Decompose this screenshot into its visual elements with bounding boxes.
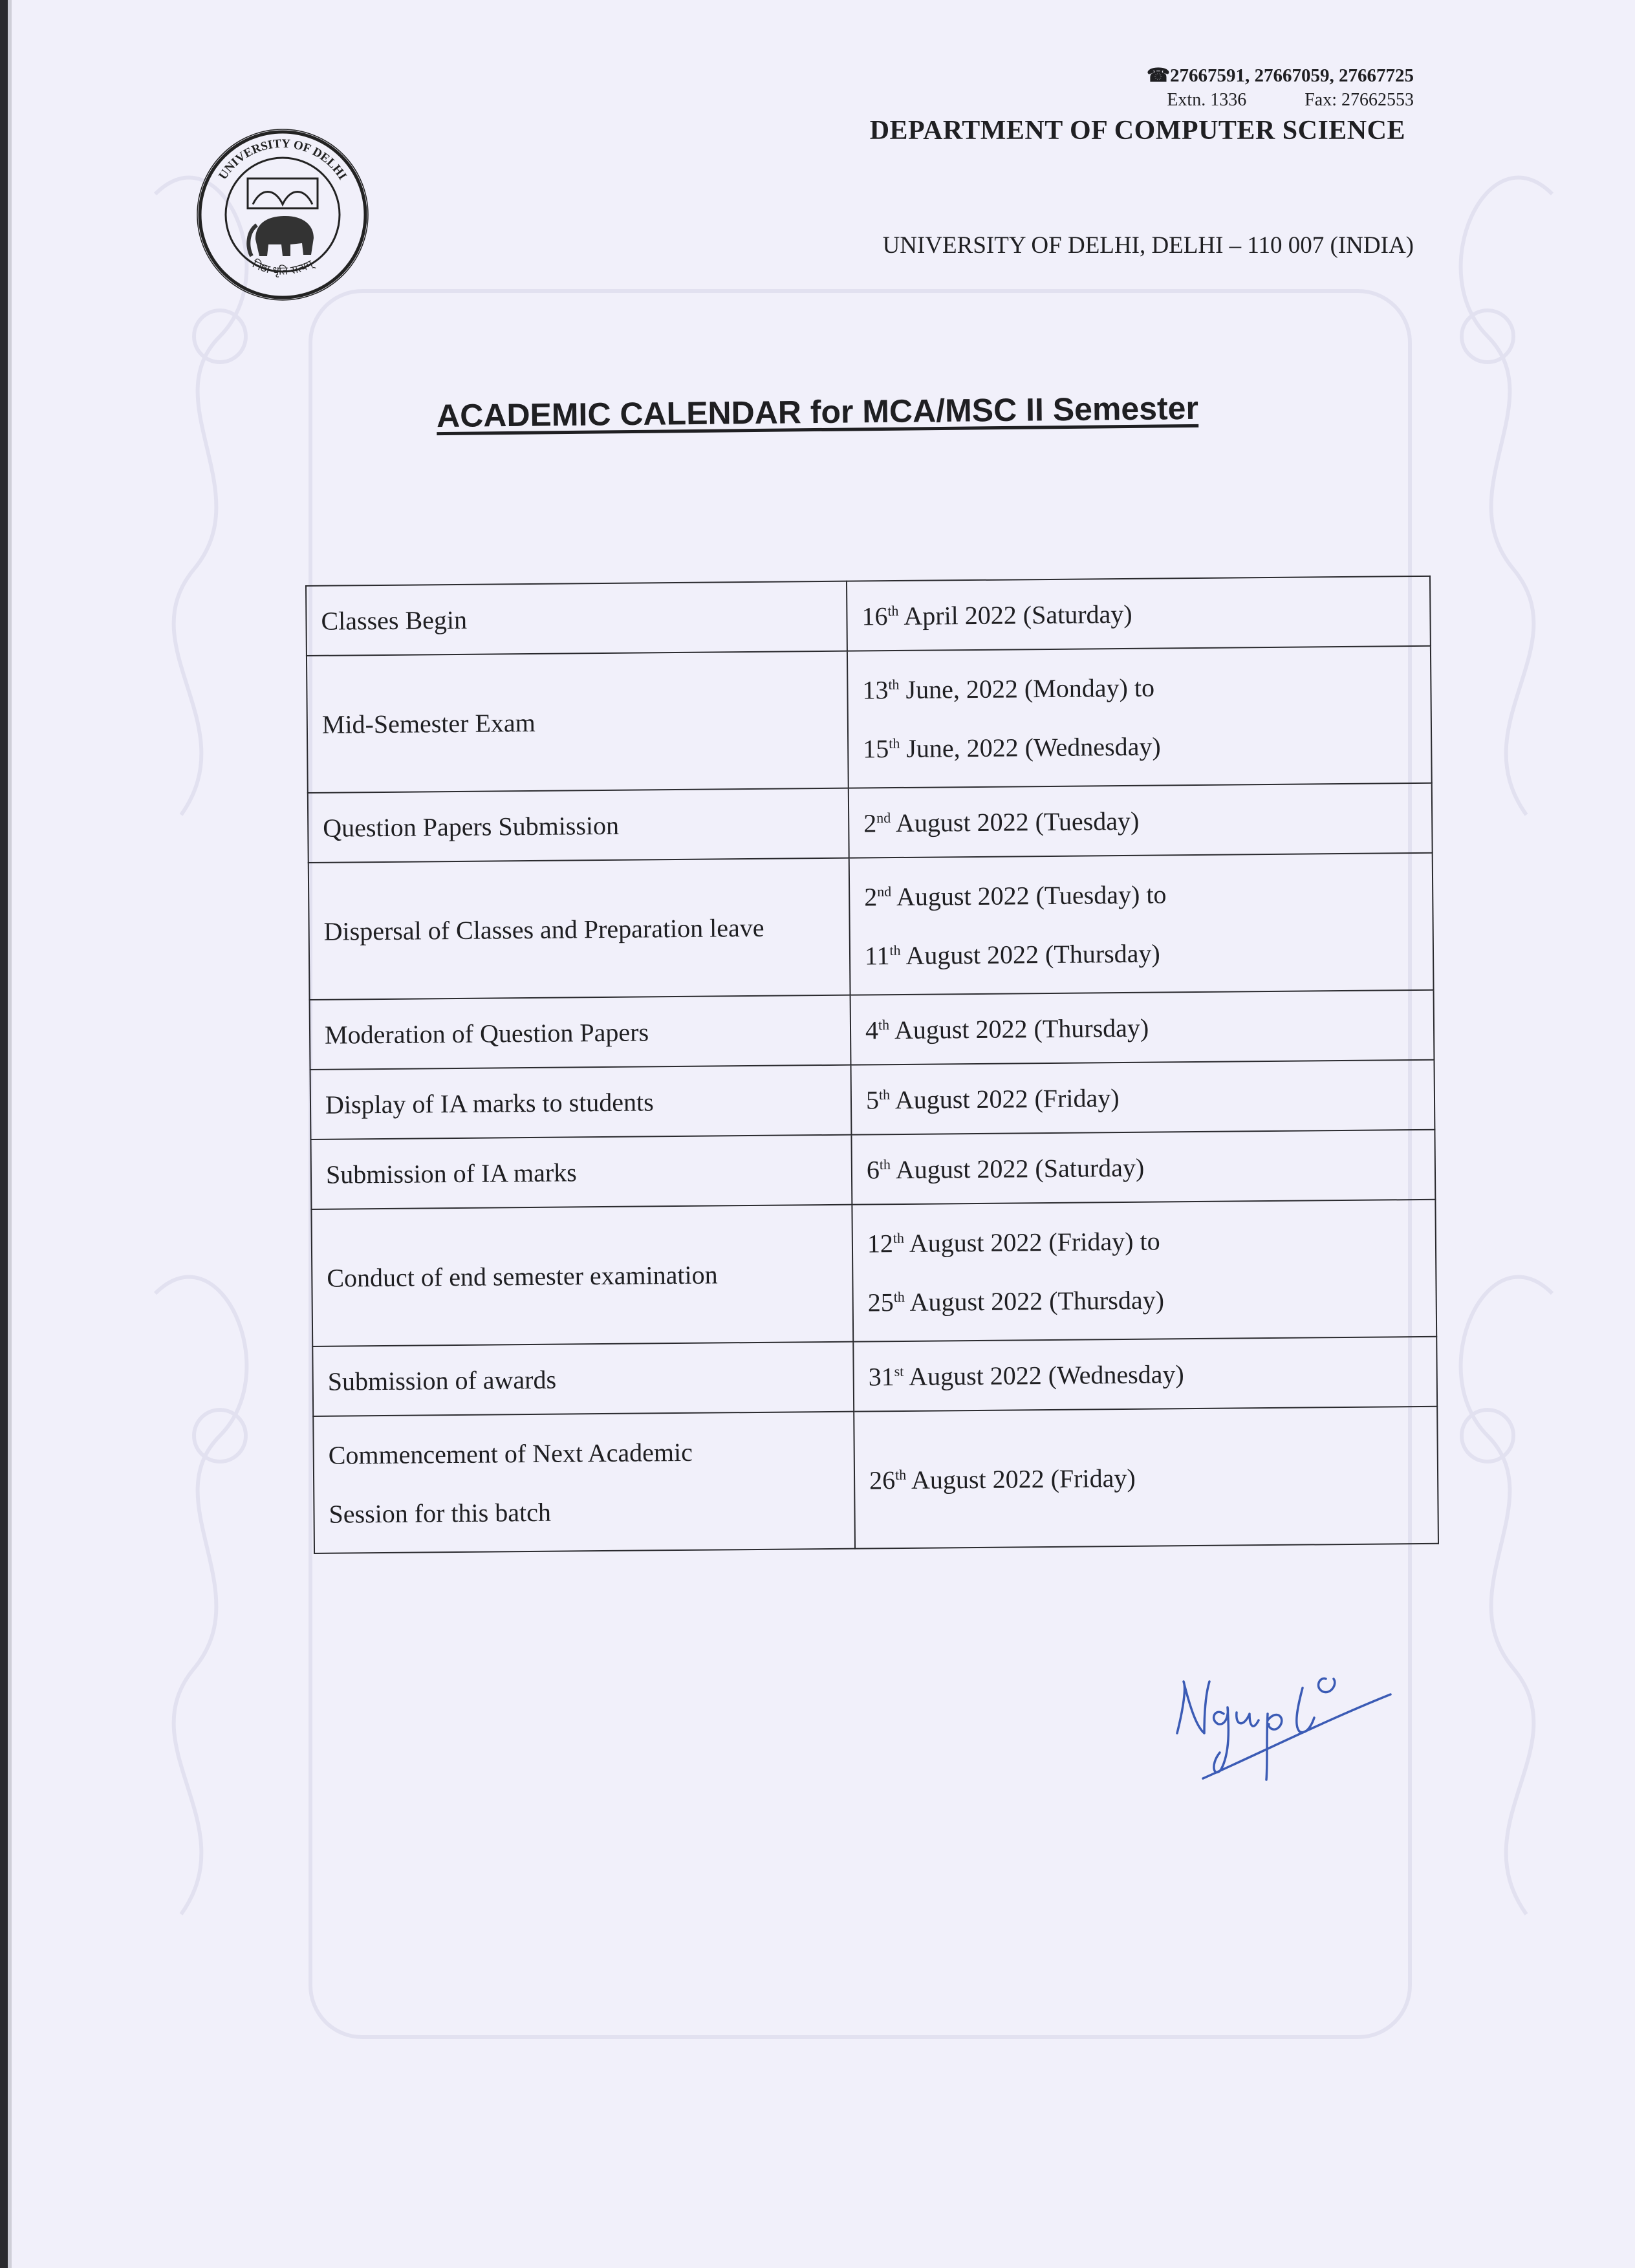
date-text: August 2022 (Wednesday) <box>904 1359 1184 1391</box>
event-label: Question Papers Submission <box>323 810 620 843</box>
table-row <box>307 646 1432 793</box>
extension: Extn. 1336 <box>1167 90 1247 110</box>
svg-text:UNIVERSITY OF DELHI: UNIVERSITY OF DELHI <box>216 136 349 182</box>
event-label: Dispersal of Classes and Preparation leave <box>323 913 764 946</box>
date-text: June, 2022 (Monday) to <box>899 673 1155 704</box>
university-seal-icon <box>196 128 369 301</box>
event-cell <box>307 651 849 793</box>
date-line <box>863 729 1416 764</box>
date-ordinal-suffix: nd <box>876 809 891 826</box>
date-ordinal-suffix: nd <box>877 883 892 900</box>
event-label: Session for this batch <box>329 1497 552 1529</box>
date-day: 2 <box>864 882 878 912</box>
date-ordinal-suffix: th <box>889 735 900 751</box>
date-text: August 2022 (Tuesday) to <box>891 880 1167 912</box>
date-line <box>869 1356 1422 1391</box>
page-title: ACADEMIC CALENDAR for MCA/MSC II Semester <box>436 389 1199 435</box>
date-day: 15 <box>863 734 889 764</box>
date-day: 4 <box>865 1015 879 1044</box>
date-text: April 2022 (Saturday) <box>898 599 1132 631</box>
event-label: Submission of IA marks <box>325 1157 577 1189</box>
date-ordinal-suffix: th <box>893 1288 905 1305</box>
event-cell <box>308 788 849 863</box>
table-row <box>306 576 1431 656</box>
date-day: 2 <box>863 808 877 837</box>
date-line <box>867 1149 1420 1184</box>
scan-edge <box>0 0 8 2268</box>
date-ordinal-suffix: th <box>889 942 901 958</box>
date-cell <box>851 1130 1435 1205</box>
date-text: August 2022 (Friday) to <box>904 1226 1160 1258</box>
date-day: 6 <box>866 1154 880 1184</box>
date-day: 11 <box>864 941 890 971</box>
date-line <box>863 803 1417 838</box>
date-text: June, 2022 (Wednesday) <box>900 731 1161 763</box>
date-line <box>861 596 1415 631</box>
event-cell <box>310 1135 852 1209</box>
date-cell <box>853 1337 1437 1412</box>
date-ordinal-suffix: st <box>894 1363 904 1379</box>
date-cell <box>849 853 1434 995</box>
contact-info <box>1147 63 1414 113</box>
date-ordinal-suffix: th <box>894 1466 907 1483</box>
table-row <box>310 1130 1435 1209</box>
table-row <box>313 1407 1438 1553</box>
event-label: Commencement of Next Academic <box>328 1437 693 1470</box>
date-line <box>868 1282 1422 1317</box>
date-day: 12 <box>867 1229 894 1258</box>
date-ordinal-suffix: th <box>887 602 899 619</box>
date-text: August 2022 (Thursday) <box>904 1285 1165 1317</box>
date-cell <box>851 1060 1435 1135</box>
signature <box>1164 1617 1397 1798</box>
event-label: Submission of awards <box>327 1365 557 1396</box>
academic-calendar-table <box>305 576 1439 1554</box>
date-cell <box>850 990 1435 1065</box>
date-ordinal-suffix: th <box>888 676 900 693</box>
date-day: 5 <box>865 1085 880 1114</box>
telephone-icon: ☎ <box>1146 65 1170 86</box>
event-label: Classes Begin <box>321 605 468 636</box>
date-text: August 2022 (Thursday) <box>889 1013 1149 1044</box>
date-ordinal-suffix: th <box>878 1016 890 1033</box>
event-cell <box>306 581 847 656</box>
event-cell <box>311 1205 853 1346</box>
event-cell <box>312 1342 854 1416</box>
date-text: August 2022 (Tuesday) <box>891 806 1140 837</box>
date-day: 25 <box>867 1288 894 1317</box>
date-ordinal-suffix: th <box>893 1229 905 1246</box>
date-text: August 2022 (Thursday) <box>900 938 1160 970</box>
date-line <box>865 936 1418 971</box>
event-cell <box>310 995 851 1070</box>
date-text: August 2022 (Friday) <box>906 1463 1136 1495</box>
event-label: Conduct of end semester examination <box>327 1259 718 1293</box>
date-ordinal-suffix: th <box>879 1156 891 1172</box>
phone-numbers: ☎27667591, 27667059, 27667725 <box>1146 65 1414 86</box>
date-text: August 2022 (Friday) <box>889 1083 1120 1114</box>
date-day: 31 <box>868 1361 894 1391</box>
date-line <box>867 1224 1421 1258</box>
department-name: DEPARTMENT OF COMPUTER SCIENCE <box>869 116 1405 146</box>
event-cell <box>309 858 850 1000</box>
fax-number: Fax: 27662553 <box>1305 90 1414 110</box>
date-line <box>866 1079 1420 1114</box>
event-label: Mid-Semester Exam <box>321 707 536 739</box>
table-row <box>310 1060 1435 1139</box>
date-ordinal-suffix: th <box>878 1086 891 1103</box>
date-day: 13 <box>862 675 889 705</box>
date-line <box>862 670 1416 705</box>
date-cell <box>854 1407 1438 1549</box>
date-line <box>865 1010 1419 1044</box>
svg-text:निष्ठा धृति सत्यम्: निष्ठा धृति सत्यम् <box>250 257 316 278</box>
event-label: Display of IA marks to students <box>325 1086 654 1119</box>
date-line <box>869 1460 1423 1495</box>
date-cell <box>847 576 1431 651</box>
table-row <box>311 1200 1436 1346</box>
event-label: Moderation of Question Papers <box>324 1017 649 1050</box>
date-day: 26 <box>869 1465 896 1495</box>
university-address: UNIVERSITY OF DELHI, DELHI – 110 007 (INDIA) <box>882 232 1414 259</box>
date-line <box>864 877 1418 912</box>
date-cell <box>849 783 1433 858</box>
date-cell <box>847 646 1432 788</box>
date-day: 16 <box>861 601 888 631</box>
table-row <box>308 783 1433 863</box>
scan-edge-shadow <box>8 0 12 2268</box>
date-cell <box>852 1200 1436 1342</box>
table-row <box>309 853 1434 1000</box>
date-text: August 2022 (Saturday) <box>890 1152 1145 1184</box>
table-row <box>310 990 1435 1070</box>
event-cell <box>313 1412 855 1553</box>
event-cell <box>310 1065 852 1139</box>
table-row <box>312 1337 1437 1416</box>
